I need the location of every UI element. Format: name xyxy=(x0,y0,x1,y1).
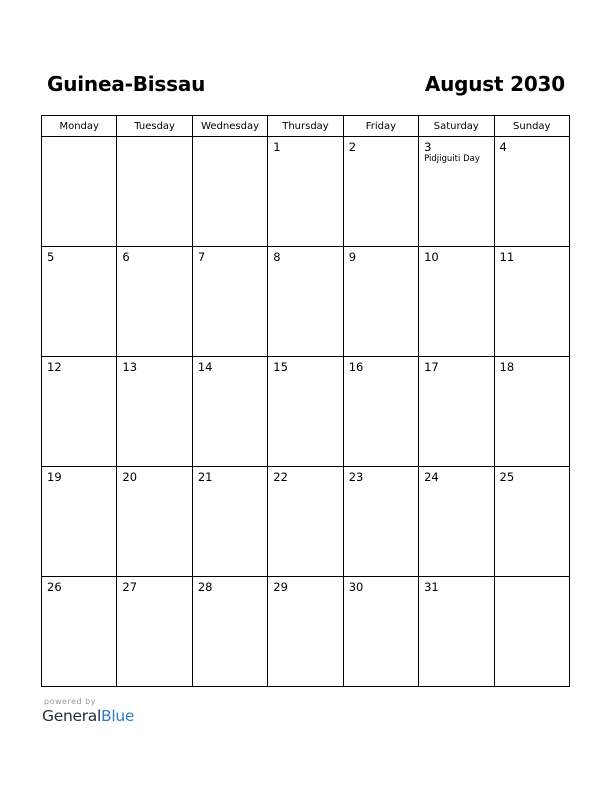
day-cell xyxy=(268,137,343,247)
country-title: Guinea-Bissau xyxy=(47,72,206,96)
day-cell xyxy=(419,247,494,357)
day-number: 23 xyxy=(348,470,364,484)
day-cell xyxy=(117,467,192,577)
day-number: 20 xyxy=(122,470,138,484)
day-cell xyxy=(192,577,267,687)
weekday-header-row xyxy=(42,116,570,137)
day-cell xyxy=(343,467,418,577)
day-cell xyxy=(42,137,117,247)
day-cell xyxy=(494,357,569,467)
day-number: 9 xyxy=(348,250,357,264)
day-number: 30 xyxy=(348,580,364,594)
day-number: 6 xyxy=(122,250,130,264)
day-cell xyxy=(343,247,418,357)
day-cell xyxy=(42,467,117,577)
day-number: 21 xyxy=(197,470,213,484)
day-cell xyxy=(419,137,494,247)
day-number xyxy=(193,137,267,140)
day-number: 25 xyxy=(499,470,515,484)
day-cell xyxy=(268,357,343,467)
day-number: 14 xyxy=(197,360,213,374)
weekday-thursday: Thursday xyxy=(268,116,343,137)
day-cell xyxy=(268,467,343,577)
day-cell xyxy=(268,247,343,357)
day-number: 13 xyxy=(122,360,138,374)
day-cell xyxy=(494,137,569,247)
calendar-grid xyxy=(41,115,570,687)
day-cell xyxy=(192,357,267,467)
month-year-title: August 2030 xyxy=(424,72,565,96)
day-number: 7 xyxy=(197,250,206,264)
day-number: 8 xyxy=(273,250,281,264)
day-number: 19 xyxy=(47,470,62,484)
day-cell xyxy=(42,577,117,687)
day-cell xyxy=(343,357,418,467)
day-cell xyxy=(117,137,192,247)
brand-general-text: General xyxy=(42,707,101,725)
day-number: 27 xyxy=(122,580,138,594)
day-number: 28 xyxy=(197,580,213,594)
day-cell xyxy=(42,357,117,467)
day-number: 29 xyxy=(273,580,288,594)
day-cell xyxy=(192,247,267,357)
day-cell xyxy=(419,467,494,577)
day-number: 18 xyxy=(499,360,515,374)
generalblue-logo[interactable] xyxy=(42,707,134,725)
day-cell xyxy=(117,357,192,467)
day-number: 22 xyxy=(273,470,288,484)
day-cell xyxy=(343,577,418,687)
weekday-sunday: Sunday xyxy=(494,116,569,137)
day-number xyxy=(495,577,569,580)
day-number: 3 xyxy=(424,140,432,154)
day-cell xyxy=(192,467,267,577)
day-cell xyxy=(494,467,569,577)
day-number: 31 xyxy=(424,580,439,594)
day-number: 1 xyxy=(273,140,281,154)
day-number: 17 xyxy=(424,360,439,374)
day-number: 11 xyxy=(499,250,515,264)
day-number: 26 xyxy=(47,580,62,594)
week-row xyxy=(42,357,570,467)
day-number xyxy=(42,137,116,140)
day-cell xyxy=(494,577,569,687)
day-number: 15 xyxy=(273,360,288,374)
day-number: 5 xyxy=(47,250,55,264)
day-cell xyxy=(117,577,192,687)
holiday-label: Pidjiguiti Day xyxy=(424,154,480,164)
week-row xyxy=(42,577,570,687)
day-cell xyxy=(268,577,343,687)
day-number: 10 xyxy=(424,250,439,264)
weekday-monday: Monday xyxy=(42,116,117,137)
day-cell xyxy=(192,137,267,247)
weekday-saturday: Saturday xyxy=(419,116,494,137)
brand-blue-text: Blue xyxy=(100,707,135,725)
day-number: 16 xyxy=(348,360,364,374)
week-row xyxy=(42,137,570,247)
day-cell xyxy=(419,357,494,467)
day-cell xyxy=(419,577,494,687)
day-number: 12 xyxy=(47,360,62,374)
weekday-friday: Friday xyxy=(343,116,418,137)
powered-by-text: powered by xyxy=(44,697,96,706)
day-cell xyxy=(42,247,117,357)
day-number xyxy=(117,137,191,140)
weekday-wednesday: Wednesday xyxy=(192,116,267,137)
week-row xyxy=(42,247,570,357)
day-number: 2 xyxy=(348,140,357,154)
day-cell xyxy=(494,247,569,357)
day-number: 24 xyxy=(424,470,439,484)
weekday-tuesday: Tuesday xyxy=(117,116,192,137)
day-number: 4 xyxy=(499,140,507,154)
day-cell xyxy=(117,247,192,357)
week-row xyxy=(42,467,570,577)
day-cell xyxy=(343,137,418,247)
